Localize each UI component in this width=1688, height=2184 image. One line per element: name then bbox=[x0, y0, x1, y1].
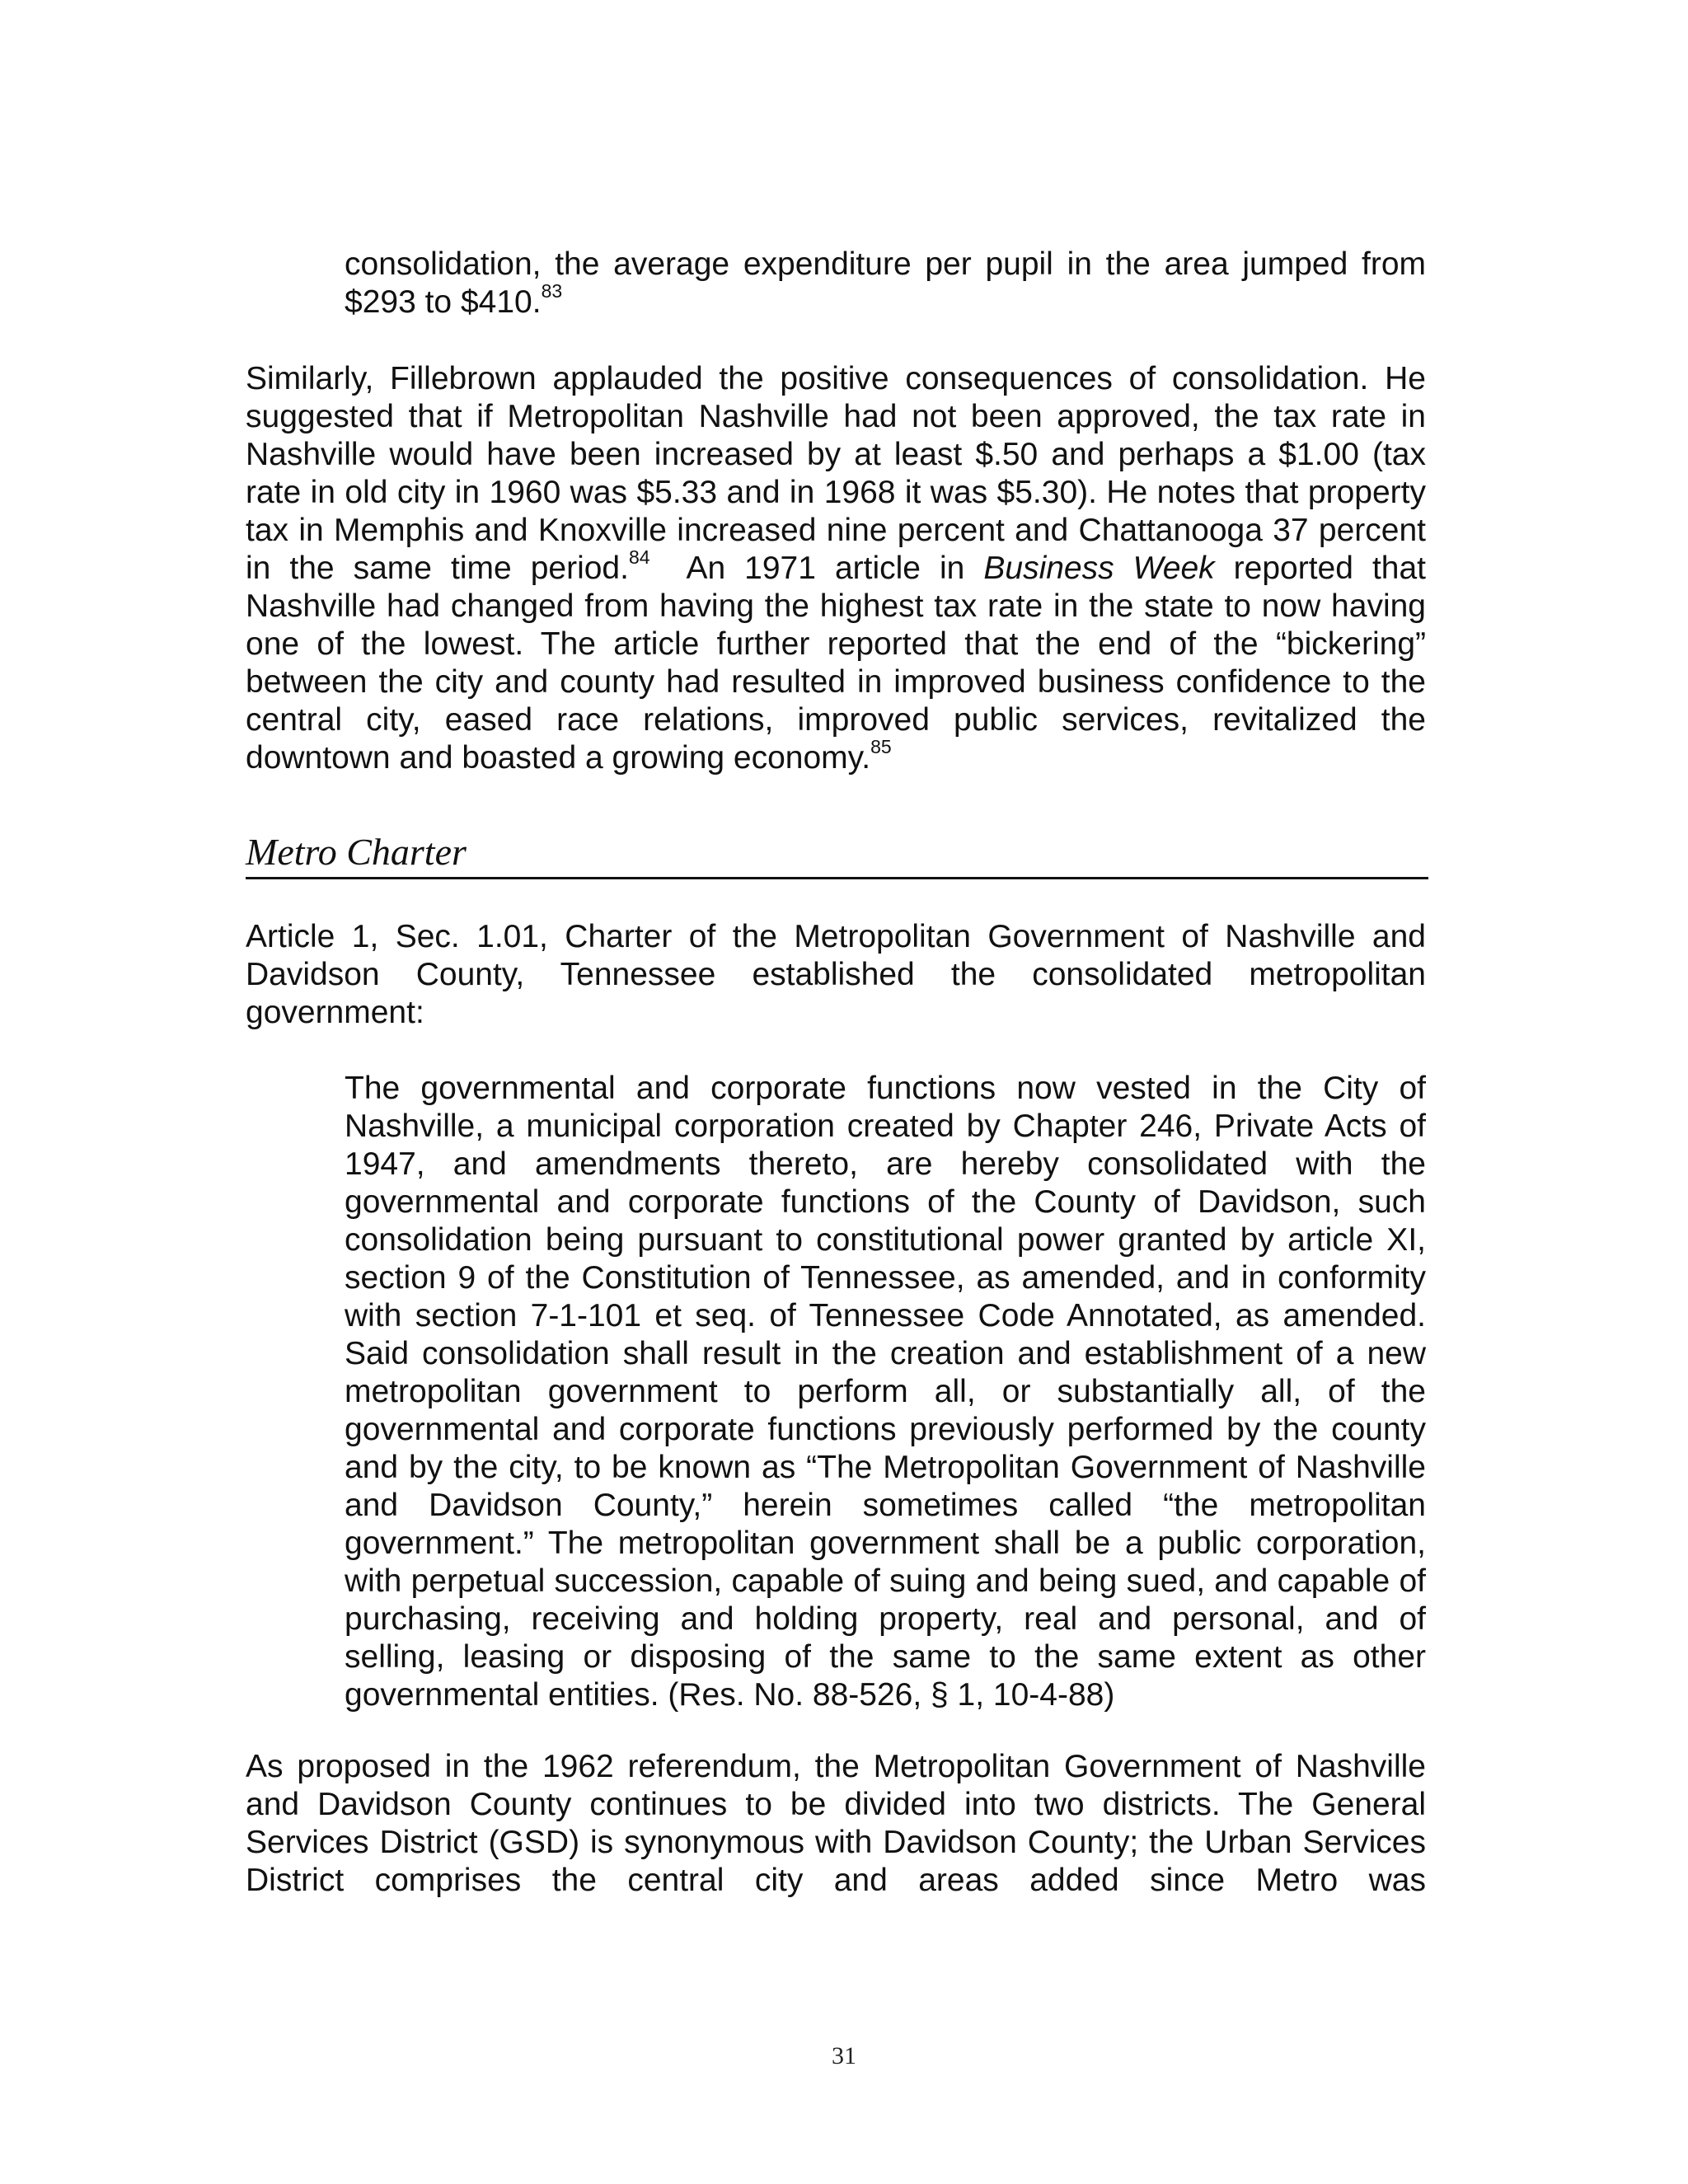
publication-title: Business Week bbox=[983, 551, 1215, 586]
footnote-ref-84: 84 bbox=[628, 546, 650, 568]
paragraph-article: Article 1, Sec. 1.01, Charter of the Metropolitan Government of Nashville and Davidson County, Tennessee established the consolidated metropolitan government: bbox=[246, 919, 1426, 1030]
charter-block-quote: The governmental and corporate functions now vested in the City of Nashville, a municipal corporation created by Chapter 246, Private Acts of 1947, and amendments thereto, are hereby consolidated with the governmental and corporate functions of the County of Davidson, such consolidation being pursuant to constitutional power granted by article XI, section 9 of the Constitution of Tennessee, as amended, and in conformity with section 7-1-101 et seq. of Tennessee Code Annotated, as amended. Said consolidation shall result in the creation and establishment of a new metropolitan government to perform all, or substantially all, of the governmental and corporate functions previously performed by the county and by the city, to be known as “The Metropolitan Government of Nashville and Davidson County,” herein sometimes called “the metropolitan government.” The metropolitan government shall be a public corporation, with perpetual succession, capable of suing and being sued, and capable of purchasing, receiving and holding property, real and personal, and of selling, leasing or disposing of the same to the same extent as other governmental entities. (Res. No. 88-526, § 1, 10-4-88) bbox=[345, 1071, 1426, 1713]
page-number: 31 bbox=[832, 2042, 856, 2069]
paragraph-fillebrown-text-c: reported that Nashville had changed from having the highest tax rate in the state to now having one of the lowest. The article further reported that the end of the “bickering” between the city and county had resulted in improved business confidence to the central city, eased race relations, improved public services, revitalized the downtown and boasted a growing economy. bbox=[246, 551, 1426, 776]
paragraph-fillebrown-text-a: Similarly, Fillebrown applauded the positive consequences of consolidation. He suggested that if Metropolitan Nashville had not been approved, the tax rate in Nashville would have been increased by at least $.50 and perhaps a $1.00 (tax rate in old city in 1960 was $5.33 and in 1968 it was $5.30). He notes that property tax in Memphis and Knoxville increased nine percent and Chattanooga 37 percent in the same time period. bbox=[246, 361, 1426, 586]
continued-block-quote bbox=[345, 246, 1426, 321]
paragraph-proposed: As proposed in the 1962 referendum, the Metropolitan Government of Nashville and Davidson County continues to be divided into two districts. The General Services District (GSD) is synonymous with Davidson County; the Urban Services District comprises the central city and areas added since Metro was bbox=[246, 1749, 1426, 1898]
section-heading-text: Metro Charter bbox=[246, 831, 467, 873]
section-heading-metro-charter bbox=[246, 824, 1428, 879]
footnote-ref-85: 85 bbox=[870, 736, 892, 757]
continued-quote-text: consolidation, the average expenditure per pupil in the area jumped from $293 to $410. bbox=[345, 246, 1426, 320]
footnote-ref-83: 83 bbox=[541, 280, 563, 302]
paragraph-fillebrown-text-b: An 1971 article in bbox=[649, 551, 984, 586]
paragraph-fillebrown bbox=[246, 360, 1426, 777]
